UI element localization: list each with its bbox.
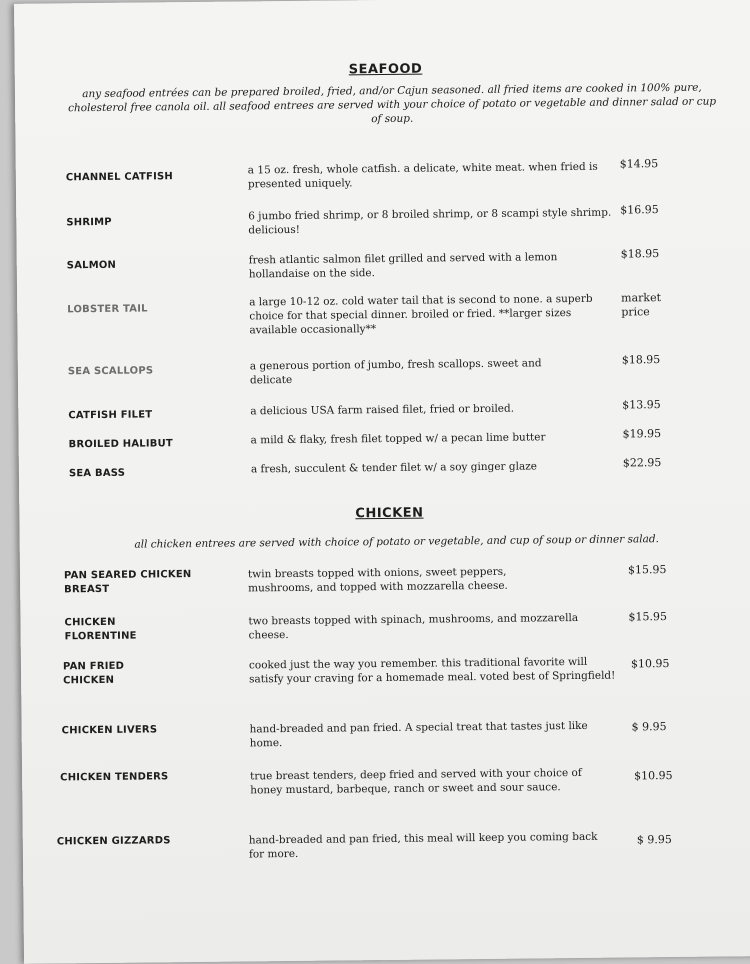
item-name-lobster-tail: LOBSTER TAIL bbox=[67, 303, 148, 316]
item-price-pan-fried-chicken: $10.95 bbox=[630, 657, 670, 671]
item-name-channel-catfish: CHANNEL CATFISH bbox=[65, 171, 174, 184]
item-price-lobster-tail: market price bbox=[621, 291, 662, 319]
item-desc-salmon: fresh atlantic salmon filet grilled and served with a lemon hollandaise on the side. bbox=[248, 251, 558, 281]
item-name-pan-fried-chicken: PAN FRIED CHICKEN bbox=[62, 660, 125, 687]
item-name-pan-seared-chicken-breast: PAN SEARED CHICKEN BREAST bbox=[63, 569, 192, 596]
item-price-chicken-gizzards: $ 9.95 bbox=[636, 833, 672, 847]
item-desc-chicken-tenders: true breast tenders, deep fried and served with your choice of honey mustard, barbeque, ranch or sweet and sour sauce. bbox=[250, 766, 582, 797]
item-desc-chicken-livers: hand-breaded and pan fried. A special treat that tastes just like home. bbox=[249, 719, 588, 750]
item-desc-sea-scallops: a generous portion of jumbo, fresh scallops. sweet and delicate bbox=[249, 357, 542, 387]
item-price-catfish-filet: $13.95 bbox=[622, 398, 661, 412]
seafood-intro: any seafood entrées can be prepared broiled, fried, and/or Cajun seasoned. all fried items are cooked in 100% pure, cholesterol free canola oil. all seafood entrees are served with your choice of potato or vegetable and dinner salad or cup of soup. bbox=[68, 81, 717, 126]
item-desc-lobster-tail: a large 10-12 oz. cold water tail that is second to none. a superb choice for that special dinner. broiled or fried. **larger sizes available occasionally** bbox=[249, 292, 593, 337]
item-price-pan-seared-chicken-breast: $15.95 bbox=[627, 563, 667, 577]
item-name-sea-bass: SEA BASS bbox=[68, 467, 126, 480]
item-name-chicken-florentine: CHICKEN FLORENTINE bbox=[64, 616, 137, 643]
item-price-chicken-livers: $ 9.95 bbox=[631, 720, 667, 734]
item-name-chicken-livers: CHICKEN LIVERS bbox=[61, 724, 158, 737]
item-price-chicken-florentine: $15.95 bbox=[628, 610, 668, 624]
item-price-chicken-tenders: $10.95 bbox=[634, 768, 673, 783]
item-price-sea-bass: $22.95 bbox=[622, 456, 662, 470]
item-price-salmon: $18.95 bbox=[620, 247, 660, 261]
item-name-shrimp: SHRIMP bbox=[66, 216, 112, 229]
item-name-sea-scallops: SEA SCALLOPS bbox=[67, 365, 154, 378]
item-price-shrimp: $16.95 bbox=[620, 203, 659, 217]
item-desc-pan-fried-chicken: cooked just the way you remember. this traditional favorite will satisfy your craving for a homemade meal. voted best of Springfield! bbox=[248, 655, 616, 686]
item-desc-chicken-gizzards: hand-breaded and pan fried, this meal will keep you coming back for more. bbox=[248, 830, 598, 861]
item-price-broiled-halibut: $19.95 bbox=[622, 427, 662, 441]
item-desc-broiled-halibut: a mild & flaky, fresh filet topped w/ a pecan lime butter bbox=[250, 431, 546, 447]
item-name-chicken-tenders: CHICKEN TENDERS bbox=[60, 771, 169, 784]
menu-page bbox=[14, 0, 750, 964]
item-desc-catfish-filet: a delicious USA farm raised filet, fried or broiled. bbox=[250, 402, 515, 418]
item-desc-sea-bass: a fresh, succulent & tender filet w/ a soy ginger glaze bbox=[250, 460, 538, 476]
item-name-broiled-halibut: BROILED HALIBUT bbox=[68, 438, 173, 451]
item-desc-channel-catfish: a 15 oz. fresh, whole catfish. a delicate, white meat. when fried is presented uniquely. bbox=[247, 160, 598, 191]
item-desc-shrimp: 6 jumbo fried shrimp, or 8 broiled shrimp, or 8 scampi style shrimp. delicious! bbox=[248, 206, 612, 237]
seafood-title: SEAFOOD bbox=[348, 61, 423, 78]
item-price-sea-scallops: $18.95 bbox=[621, 353, 661, 367]
chicken-title: CHICKEN bbox=[355, 505, 424, 522]
chicken-intro: all chicken entrees are served with choice of potato or vegetable, and cup of soup or dinner salad. bbox=[134, 533, 659, 551]
item-name-catfish-filet: CATFISH FILET bbox=[68, 409, 153, 422]
item-name-chicken-gizzards: CHICKEN GIZZARDS bbox=[56, 835, 171, 848]
item-price-channel-catfish: $14.95 bbox=[619, 157, 659, 171]
item-desc-chicken-florentine: two breasts topped with spinach, mushrooms, and mozzarella cheese. bbox=[248, 611, 579, 642]
item-name-salmon: SALMON bbox=[66, 259, 117, 272]
item-desc-pan-seared-chicken-breast: twin breasts topped with onions, sweet peppers, mushrooms, and topped with mozzarella cheese. bbox=[247, 565, 508, 595]
